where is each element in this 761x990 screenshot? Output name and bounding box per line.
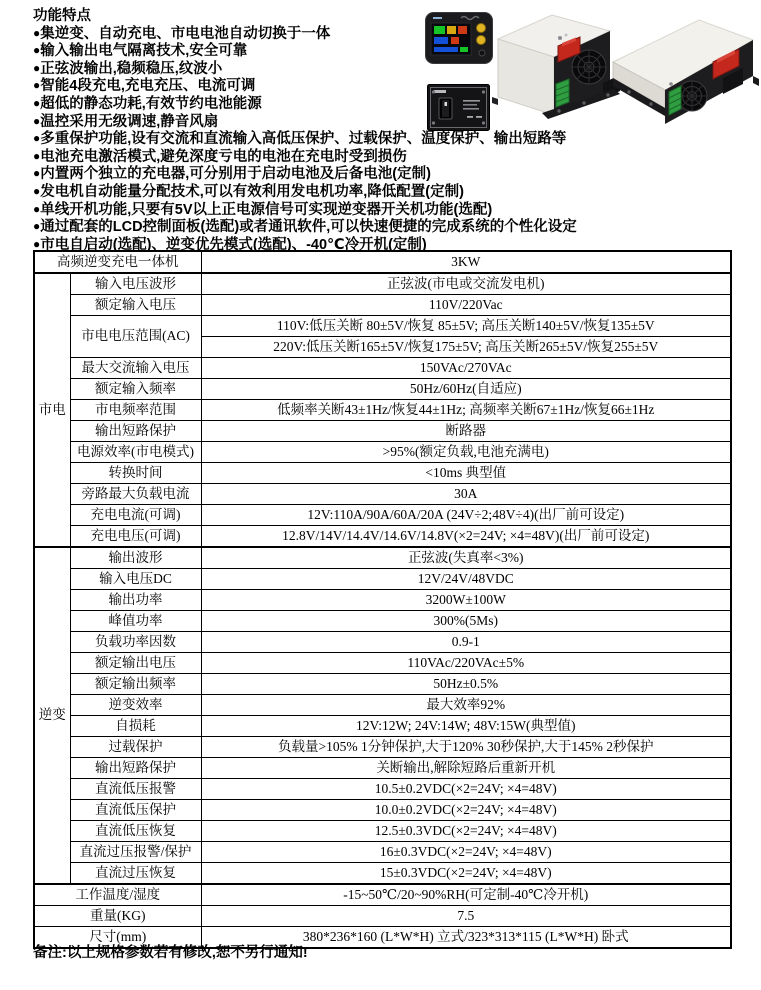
- bullet-icon: ●: [33, 25, 41, 40]
- feature-text: 温控采用无级调速,静音风扇: [40, 113, 219, 130]
- inverter-tower-photo: [484, 5, 624, 125]
- spec-value-cell: 负载量>105% 1分钟保护,大于120% 30秒保护,大于145% 2秒保护: [201, 737, 731, 758]
- spec-label-cell: 市电电压范围(AC): [70, 316, 201, 358]
- spec-label-cell: 输入电压DC: [70, 569, 201, 590]
- spec-label-cell: 充电电流(可调): [70, 505, 201, 526]
- spec-value-cell: 断路器: [201, 421, 731, 442]
- spec-value-cell: 3200W±100W: [201, 590, 731, 611]
- features-title: 功能特点: [33, 8, 91, 24]
- spec-label-cell: 直流低压报警: [70, 779, 201, 800]
- panel-logo-mark: [433, 17, 442, 19]
- bullet-icon: ●: [33, 183, 41, 198]
- spec-value-cell: 关断输出,解除短路后重新开机: [201, 758, 731, 779]
- bullet-icon: ●: [33, 43, 41, 58]
- spec-label-cell: 转换时间: [70, 463, 201, 484]
- spec-row: [34, 884, 731, 906]
- feature-item: [33, 218, 663, 236]
- spec-row: [34, 758, 731, 779]
- feature-item: [33, 201, 663, 219]
- spec-row: [34, 863, 731, 885]
- spec-value-cell: 300%(5Ms): [201, 611, 731, 632]
- spec-value-cell: 220V:低压关断165±5V/恢复175±5V; 高压关断265±5V/恢复255±5V: [201, 337, 731, 358]
- spec-label-cell: 充电电压(可调): [70, 526, 201, 548]
- spec-value-cell: 10.0±0.2VDC(×2=24V; ×4=48V): [201, 800, 731, 821]
- feature-text: 输入输出电气隔离技术,安全可靠: [40, 43, 248, 60]
- spec-label-cell: 峰值功率: [70, 611, 201, 632]
- bullet-icon: ●: [33, 166, 41, 181]
- spec-row: [34, 906, 731, 927]
- spec-label-cell: 最大交流输入电压: [70, 358, 201, 379]
- inverter-flat-photo: [607, 4, 760, 128]
- spec-value-cell: <10ms 典型值: [201, 463, 731, 484]
- spec-label-cell: 旁路最大负载电流: [70, 484, 201, 505]
- spec-value-cell: 0.9-1: [201, 632, 731, 653]
- feature-item: [33, 165, 663, 183]
- power-switch-dot: [669, 82, 673, 86]
- spec-label-cell: 过载保护: [70, 737, 201, 758]
- spec-value-cell: 12.5±0.3VDC(×2=24V; ×4=48V): [201, 821, 731, 842]
- spec-label-cell: 输出短路保护: [70, 758, 201, 779]
- spec-label-cell: 市电频率范围: [70, 400, 201, 421]
- spec-label-cell: 工作温度/湿度: [34, 884, 201, 906]
- power-switch-dot: [558, 36, 562, 40]
- spec-value-cell: 50Hz/60Hz(自适应): [201, 379, 731, 400]
- spec-value-cell: 12V/24V/48VDC: [201, 569, 731, 590]
- bullet-icon: ●: [33, 148, 41, 163]
- spec-label-cell: 额定输入频率: [70, 379, 201, 400]
- feature-item: [33, 130, 663, 148]
- spec-label-cell: 输入电压波形: [70, 273, 201, 295]
- feature-text: 多重保护功能,设有交流和直流输入高低压保护、过载保护、温度保护、输出短路等: [40, 131, 567, 148]
- spec-row: [34, 400, 731, 421]
- spec-value-cell: 正弦波(失真率<3%): [201, 547, 731, 569]
- bullet-icon: ●: [33, 95, 41, 110]
- bullet-icon: ●: [33, 78, 41, 93]
- spec-label-cell: 直流过压报警/保护: [70, 842, 201, 863]
- feature-text: 超低的静态功耗,有效节约电池能源: [40, 95, 262, 112]
- spec-label-cell: 电源效率(市电模式): [70, 442, 201, 463]
- spec-label-cell: 重量(KG): [34, 906, 201, 927]
- spec-row: [34, 526, 731, 548]
- spec-label-cell: 自损耗: [70, 716, 201, 737]
- spec-row: [34, 421, 731, 442]
- product-power-value: 3KW: [201, 251, 731, 273]
- spec-row: [34, 842, 731, 863]
- spec-label-cell: 直流过压恢复: [70, 863, 201, 885]
- spec-row: [34, 716, 731, 737]
- spec-value-cell: 150VAc/270VAc: [201, 358, 731, 379]
- spec-label-cell: 输出短路保护: [70, 421, 201, 442]
- bullet-icon: ●: [33, 113, 41, 128]
- panel-logo-mark: [434, 90, 446, 93]
- spec-value-cell: 最大效率92%: [201, 695, 731, 716]
- spec-value-cell: 110V/220Vac: [201, 295, 731, 316]
- spec-row: [34, 358, 731, 379]
- bullet-icon: ●: [33, 131, 41, 146]
- spec-table: [33, 250, 732, 949]
- spec-label-cell: 负载功率因数: [70, 632, 201, 653]
- spec-label-cell: 额定输入电压: [70, 295, 201, 316]
- remark-note: 备注:以上规格参数若有修改,恕不另行通知!: [33, 945, 308, 961]
- spec-row: [34, 442, 731, 463]
- spec-value-cell: 10.5±0.2VDC(×2=24V; ×4=48V): [201, 779, 731, 800]
- spec-row: [34, 611, 731, 632]
- spec-value-cell: 正弦波(市电或交流发电机): [201, 273, 731, 295]
- bullet-icon: ●: [33, 201, 41, 216]
- bullet-icon: ●: [33, 60, 41, 75]
- spec-value-cell: >95%(额定负载,电池充满电): [201, 442, 731, 463]
- spec-label-cell: 直流低压保护: [70, 800, 201, 821]
- spec-row: [34, 484, 731, 505]
- spec-value-cell: -15~50℃/20~90%RH(可定制-40℃冷开机): [201, 884, 731, 906]
- spec-value-cell: 12.8V/14V/14.4V/14.6V/14.8V(×2=24V; ×4=48V)(出厂前可设定): [201, 526, 731, 548]
- feature-text: 正弦波输出,稳频稳压,纹波小: [40, 60, 223, 77]
- spec-value-cell: 低频率关断43±1Hz/恢复44±1Hz; 高频率关断67±1Hz/恢复66±1Hz: [201, 400, 731, 421]
- feature-text: 市电自启动(选配)、逆变优先模式(选配)、-40℃冷开机(定制): [40, 236, 427, 253]
- spec-label-cell: 额定输出电压: [70, 653, 201, 674]
- spec-row: [34, 590, 731, 611]
- spec-value-cell: 50Hz±0.5%: [201, 674, 731, 695]
- feature-text: 内置两个独立的充电器,可分别用于启动电池及后备电池(定制): [40, 166, 431, 183]
- spec-row: [34, 653, 731, 674]
- spec-label-cell: 逆变效率: [70, 695, 201, 716]
- spec-row: [34, 569, 731, 590]
- spec-row: [34, 800, 731, 821]
- spec-row: [34, 779, 731, 800]
- group-name-cell: 市电: [34, 273, 70, 547]
- spec-row: [34, 547, 731, 569]
- spec-row: [34, 632, 731, 653]
- feature-text: 通过配套的LCD控制面板(选配)或者通讯软件,可以快速便捷的完成系统的个性化设定: [40, 219, 577, 236]
- lcd-control-panel-photo: [425, 12, 493, 64]
- bullet-icon: ●: [33, 219, 41, 234]
- power-switch-panel-photo: [427, 84, 490, 131]
- spec-label-cell: 尺寸(mm): [34, 927, 201, 949]
- feature-text: 电池充电激活模式,避免深度亏电的电池在充电时受到损伤: [40, 148, 407, 165]
- product-type-label: 高频逆变充电一体机: [34, 251, 201, 273]
- feature-text: 发电机自动能量分配技术,可以有效利用发电机功率,降低配置(定制): [40, 183, 464, 200]
- spec-row: [34, 379, 731, 400]
- spec-value-cell: 15±0.3VDC(×2=24V; ×4=48V): [201, 863, 731, 885]
- spec-label-cell: 输出功率: [70, 590, 201, 611]
- spec-row: [34, 273, 731, 295]
- spec-label-cell: 额定输出频率: [70, 674, 201, 695]
- feature-text: 单线开机功能,只要有5V以上正电源信号可实现逆变器开关机功能(选配): [40, 201, 493, 218]
- spec-row: [34, 295, 731, 316]
- spec-value-cell: 12V:12W; 24V:14W; 48V:15W(典型值): [201, 716, 731, 737]
- spec-row: [34, 316, 731, 337]
- spec-row: [34, 737, 731, 758]
- bullet-icon: ●: [33, 236, 41, 251]
- table-header-row: [34, 251, 731, 273]
- spec-label-cell: 直流低压恢复: [70, 821, 201, 842]
- spec-value-cell: 16±0.3VDC(×2=24V; ×4=48V): [201, 842, 731, 863]
- spec-label-cell: 输出波形: [70, 547, 201, 569]
- spec-row: [34, 505, 731, 526]
- feature-item: [33, 183, 663, 201]
- mounting-flange: [492, 97, 498, 105]
- feature-item: [33, 148, 663, 166]
- spec-row: [34, 695, 731, 716]
- spec-row: [34, 674, 731, 695]
- group-name-cell: 逆变: [34, 547, 70, 884]
- mounting-flange: [753, 76, 759, 86]
- spec-value-cell: 380*236*160 (L*W*H) 立式/323*313*115 (L*W*H) 卧式: [201, 927, 731, 949]
- feature-text: 集逆变、自动充电、市电电池自动切换于一体: [40, 25, 331, 42]
- spec-row: [34, 821, 731, 842]
- spec-value-cell: 7.5: [201, 906, 731, 927]
- spec-value-cell: 12V:110A/90A/60A/20A (24V÷2;48V÷4)(出厂前可设定): [201, 505, 731, 526]
- spec-value-cell: 30A: [201, 484, 731, 505]
- spec-row: [34, 463, 731, 484]
- spec-value-cell: 110VAc/220VAc±5%: [201, 653, 731, 674]
- spec-value-cell: 110V:低压关断 80±5V/恢复 85±5V; 高压关断140±5V/恢复135±5V: [201, 316, 731, 337]
- feature-text: 智能4段充电,充电充压、电流可调: [40, 78, 256, 95]
